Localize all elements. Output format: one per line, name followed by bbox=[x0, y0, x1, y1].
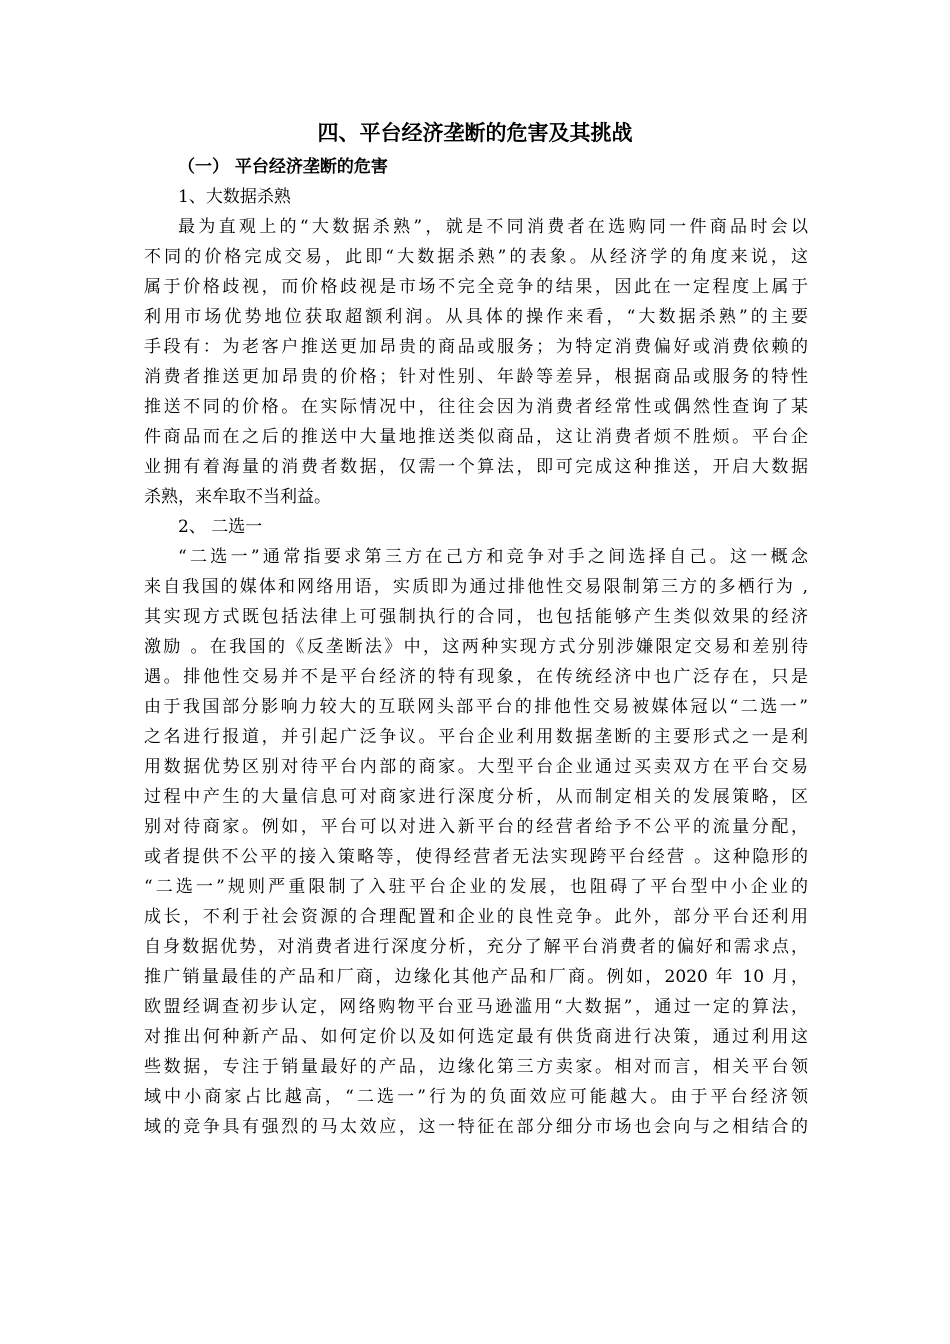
paragraph-line: 成长，不利于社会资源的合理配置和企业的良性竞争。此外，部分平台还利用 bbox=[144, 907, 808, 927]
paragraph-line: 别对待商家。例如，平台可以对进入新平台的经营者给予不公平的流量分配， bbox=[144, 817, 808, 837]
subsection-heading-big-data: 1、大数据杀熟 bbox=[178, 187, 291, 207]
paragraph-line: 遇。排他性交易并不是平台经济的特有现象，在传统经济中也广泛存在，只是 bbox=[144, 667, 808, 687]
paragraph-line: 对推出何种新产品、如何定价以及如何选定最有供货商进行决策，通过利用这 bbox=[144, 1027, 808, 1047]
paragraph-line: 最为直观上的“大数据杀熟”，就是不同消费者在选购同一件商品时会以 bbox=[178, 217, 808, 237]
paragraph-line: 过程中产生的大量信息可对商家进行深度分析，从而制定相关的发展策略，区 bbox=[144, 787, 808, 807]
paragraph-line: 欧盟经调查初步认定，网络购物平台亚马逊滥用“大数据”，通过一定的算法， bbox=[144, 997, 808, 1017]
paragraph-line: 消费者推送更加昂贵的价格；针对性别、年龄等差异，根据商品或服务的特性 bbox=[144, 367, 808, 387]
paragraph-line: 由于我国部分影响力较大的互联网头部平台的排他性交易被媒体冠以“二选一” bbox=[144, 697, 808, 717]
paragraph-line: 推广销量最佳的产品和厂商，边缘化其他产品和厂商。例如，2020 年 10 月， bbox=[144, 967, 808, 987]
paragraph-line: 域的竞争具有强烈的马太效应，这一特征在部分细分市场也会向与之相结合的 bbox=[144, 1117, 808, 1137]
paragraph-line: “二选一”通常指要求第三方在己方和竞争对手之间选择自己。这一概念 bbox=[178, 547, 808, 567]
paragraph-line: 不同的价格完成交易，此即“大数据杀熟”的表象。从经济学的角度来说，这 bbox=[144, 247, 808, 267]
paragraph-line: 域中小商家占比越高，“二选一”行为的负面效应可能越大。由于平台经济领 bbox=[144, 1087, 808, 1107]
paragraph-line: 些数据，专注于销量最好的产品，边缘化第三方卖家。相对而言，相关平台领 bbox=[144, 1057, 808, 1077]
paragraph-line: 业拥有着海量的消费者数据，仅需一个算法，即可完成这种推送，开启大数据 bbox=[144, 457, 808, 477]
paragraph-line: 来自我国的媒体和网络用语，实质即为通过排他性交易限制第三方的多栖行为 , bbox=[144, 577, 808, 597]
paragraph-line: 之名进行报道，并引起广泛争议。平台企业利用数据垄断的主要形式之一是利 bbox=[144, 727, 808, 747]
paragraph-line: 自身数据优势，对消费者进行深度分析，充分了解平台消费者的偏好和需求点， bbox=[144, 937, 808, 957]
paragraph-line: 推送不同的价格。在实际情况中，往往会因为消费者经常性或偶然性查询了某 bbox=[144, 397, 808, 417]
paragraph-line: “二选一”规则严重限制了入驻平台企业的发展，也阻碍了平台型中小企业的 bbox=[144, 877, 808, 897]
paragraph-line: 用数据优势区别对待平台内部的商家。大型平台企业通过买卖双方在平台交易 bbox=[144, 757, 808, 777]
paragraph-line: 杀熟，来牟取不当利益。 bbox=[144, 487, 331, 507]
paragraph-line: 激励 。在我国的《反垄断法》中，这两种实现方式分别涉嫌限定交易和差别待 bbox=[144, 637, 808, 657]
paragraph-line: 属于价格歧视，而价格歧视是市场不完全竞争的结果，因此在一定程度上属于 bbox=[144, 277, 808, 297]
paragraph-line: 利用市场优势地位获取超额利润。从具体的操作来看，“大数据杀熟”的主要 bbox=[144, 307, 808, 327]
page-title: 四、平台经济垄断的危害及其挑战 bbox=[317, 120, 633, 145]
paragraph-line: 或者提供不公平的接入策略等，使得经营者无法实现跨平台经营 。这种隐形的 bbox=[144, 847, 808, 867]
paragraph-line: 其实现方式既包括法律上可强制执行的合同，也包括能够产生类似效果的经济 bbox=[144, 607, 808, 627]
section-heading: （一） 平台经济垄断的危害 bbox=[178, 157, 388, 177]
paragraph-line: 手段有：为老客户推送更加昂贵的商品或服务；为特定消费偏好或消费依赖的 bbox=[144, 337, 808, 357]
subsection-heading-choose-one: 2、 二选一 bbox=[178, 517, 263, 537]
paragraph-line: 件商品而在之后的推送中大量地推送类似商品，这让消费者烦不胜烦。平台企 bbox=[144, 427, 808, 447]
